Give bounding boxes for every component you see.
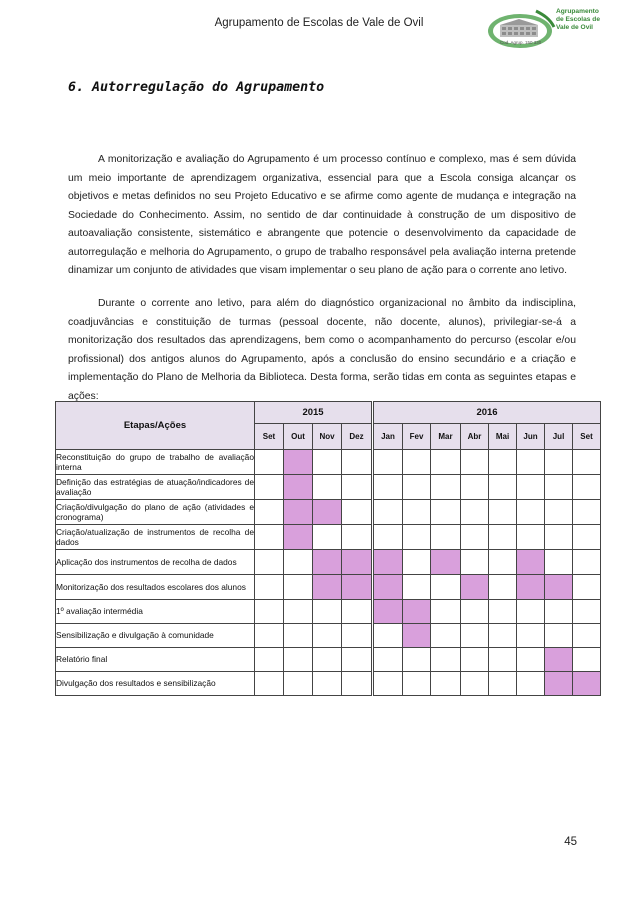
period-cell	[461, 648, 489, 672]
period-cell	[573, 575, 601, 600]
period-cell	[461, 450, 489, 475]
active-period-cell	[545, 648, 573, 672]
period-cell	[461, 672, 489, 696]
period-cell	[573, 624, 601, 648]
period-cell	[342, 672, 373, 696]
table-row	[56, 500, 601, 525]
action-plan-body	[56, 450, 601, 696]
period-cell	[342, 450, 373, 475]
period-cell	[403, 672, 431, 696]
period-cell	[403, 550, 431, 575]
table-row	[56, 450, 601, 475]
period-cell	[373, 525, 403, 550]
period-cell	[403, 575, 431, 600]
period-cell	[517, 648, 545, 672]
year-2015-header: 2015	[255, 402, 373, 424]
month-header: Jun	[517, 424, 545, 450]
period-cell	[342, 600, 373, 624]
row-label: Criação/atualização de instrumentos de recolha de dados	[56, 525, 255, 550]
period-cell	[461, 600, 489, 624]
period-cell	[489, 475, 517, 500]
period-cell	[517, 450, 545, 475]
month-header: Set	[255, 424, 284, 450]
period-cell	[255, 672, 284, 696]
period-cell	[517, 525, 545, 550]
period-cell	[461, 500, 489, 525]
period-cell	[255, 600, 284, 624]
period-cell	[403, 475, 431, 500]
active-period-cell	[517, 550, 545, 575]
period-cell	[573, 550, 601, 575]
row-label: Criação/divulgação do plano de ação (atividades e cronograma)	[56, 500, 255, 525]
page-number: 45	[564, 836, 577, 848]
active-period-cell	[284, 500, 313, 525]
active-period-cell	[313, 550, 342, 575]
period-cell	[255, 624, 284, 648]
period-cell	[313, 672, 342, 696]
active-period-cell	[545, 575, 573, 600]
period-cell	[573, 648, 601, 672]
period-cell	[313, 600, 342, 624]
active-period-cell	[431, 550, 461, 575]
month-header: Set	[573, 424, 601, 450]
logo-subtitle: Cod. Agrup. 150 330	[500, 40, 542, 45]
active-period-cell	[373, 600, 403, 624]
period-cell	[255, 475, 284, 500]
period-cell	[431, 575, 461, 600]
period-cell	[431, 475, 461, 500]
active-period-cell	[284, 450, 313, 475]
month-header: Nov	[313, 424, 342, 450]
table-row	[56, 648, 601, 672]
period-cell	[342, 500, 373, 525]
period-cell	[284, 624, 313, 648]
year-2016-header: 2016	[373, 402, 601, 424]
section-title: 6. Autorregulação do Agrupamento	[68, 80, 325, 95]
period-cell	[313, 475, 342, 500]
period-cell	[255, 550, 284, 575]
active-period-cell	[573, 672, 601, 696]
period-cell	[545, 550, 573, 575]
active-period-cell	[342, 550, 373, 575]
row-label: Sensibilização e divulgação à comunidade	[56, 624, 255, 648]
period-cell	[255, 525, 284, 550]
active-period-cell	[284, 475, 313, 500]
period-cell	[545, 450, 573, 475]
page-header-title: Agrupamento de Escolas de Vale de Ovil	[214, 17, 424, 29]
month-header: Out	[284, 424, 313, 450]
table-row	[56, 550, 601, 575]
period-cell	[313, 624, 342, 648]
period-cell	[431, 600, 461, 624]
period-cell	[255, 500, 284, 525]
month-header: Mai	[489, 424, 517, 450]
row-label: Definição das estratégias de atuação/indicadores de avaliação	[56, 475, 255, 500]
period-cell	[489, 450, 517, 475]
period-cell	[461, 475, 489, 500]
table-row	[56, 672, 601, 696]
period-cell	[403, 450, 431, 475]
period-cell	[545, 600, 573, 624]
period-cell	[255, 450, 284, 475]
period-cell	[461, 525, 489, 550]
period-cell	[373, 500, 403, 525]
active-period-cell	[284, 525, 313, 550]
period-cell	[431, 624, 461, 648]
row-label: Aplicação dos instrumentos de recolha de dados	[56, 550, 255, 575]
period-cell	[517, 475, 545, 500]
period-cell	[284, 648, 313, 672]
period-cell	[342, 475, 373, 500]
period-cell	[573, 525, 601, 550]
period-cell	[255, 575, 284, 600]
row-label: Divulgação dos resultados e sensibilização	[56, 672, 255, 696]
period-cell	[517, 600, 545, 624]
period-cell	[545, 500, 573, 525]
period-cell	[545, 624, 573, 648]
table-row	[56, 624, 601, 648]
period-cell	[573, 475, 601, 500]
period-cell	[573, 600, 601, 624]
table-row	[56, 525, 601, 550]
period-cell	[517, 500, 545, 525]
month-header: Jul	[545, 424, 573, 450]
period-cell	[489, 525, 517, 550]
period-cell	[517, 624, 545, 648]
period-cell	[517, 672, 545, 696]
active-period-cell	[517, 575, 545, 600]
period-cell	[373, 624, 403, 648]
month-header: Dez	[342, 424, 373, 450]
active-period-cell	[313, 575, 342, 600]
period-cell	[313, 525, 342, 550]
period-cell	[373, 672, 403, 696]
row-label: Reconstituição do grupo de trabalho de avaliação interna	[56, 450, 255, 475]
period-cell	[255, 648, 284, 672]
logo-line-1: Agrupamento	[556, 8, 599, 15]
period-cell	[284, 575, 313, 600]
logo-line-2: de Escolas de	[556, 16, 600, 23]
period-cell	[431, 648, 461, 672]
month-header: Fev	[403, 424, 431, 450]
row-label: Relatório final	[56, 648, 255, 672]
period-cell	[403, 525, 431, 550]
row-label: 1º avaliação intermédia	[56, 600, 255, 624]
period-cell	[489, 624, 517, 648]
period-cell	[431, 525, 461, 550]
active-period-cell	[313, 500, 342, 525]
period-cell	[461, 550, 489, 575]
period-cell	[284, 550, 313, 575]
period-cell	[313, 648, 342, 672]
active-period-cell	[373, 575, 403, 600]
table-row	[56, 600, 601, 624]
period-cell	[573, 450, 601, 475]
active-period-cell	[545, 672, 573, 696]
period-cell	[431, 500, 461, 525]
table-row	[56, 575, 601, 600]
period-cell	[342, 648, 373, 672]
month-header: Jan	[373, 424, 403, 450]
period-cell	[489, 550, 517, 575]
table-row	[56, 475, 601, 500]
month-header: Mar	[431, 424, 461, 450]
period-cell	[431, 672, 461, 696]
logo-text	[556, 8, 616, 32]
etapas-header: Etapas/Ações	[56, 402, 255, 450]
period-cell	[489, 500, 517, 525]
paragraph-1: A monitorização e avaliação do Agrupamento é um processo contínuo e complexo, mas é sem dúvida um meio importante de aprendizagem organizativa, essencial para que a Escola consiga alcançar os objetivos e metas definidos no seu Projeto Educativo e se afirme como agente de mudança e integração na Sociedade do Conhecimento. Assim, no sentido de dar continuidade à construção de um dispositivo de autoavaliação consistente, sistemático e abrangente que potencie o desenvolvimento da capacidade de autorregulação e melhoria do Agrupamento, o grupo de trabalho responsável pela avaliação interna pretende dinamizar um conjunto de atividades que visam implementar o seu plano de ação para o corrente ano letivo.	[68, 154, 576, 276]
period-cell	[342, 525, 373, 550]
period-cell	[431, 450, 461, 475]
period-cell	[545, 475, 573, 500]
period-cell	[373, 648, 403, 672]
active-period-cell	[461, 575, 489, 600]
paragraph-2: Durante o corrente ano letivo, para além do diagnóstico organizacional no âmbito da indisciplina, coadjuvâncias e constituição de turmas (pessoal docente, não docente, alunos), privilegiar-se-á a monitorização dos resultados das aprendizagens, bem como o acompanhamento do percurso (escolar e/ou profissional) dos antigos alunos do Agrupamento, após a conclusão do ensino secundário e a criação e implementação do Plano de Melhoria da Biblioteca. Desta forma, serão tidas em conta as seguintes etapas e ações:	[68, 298, 576, 402]
year-header-row	[56, 402, 601, 424]
active-period-cell	[403, 624, 431, 648]
active-period-cell	[342, 575, 373, 600]
period-cell	[489, 600, 517, 624]
period-cell	[403, 500, 431, 525]
period-cell	[489, 648, 517, 672]
period-cell	[403, 648, 431, 672]
action-plan-table	[55, 401, 601, 696]
period-cell	[284, 600, 313, 624]
period-cell	[545, 525, 573, 550]
row-label: Monitorização dos resultados escolares dos alunos	[56, 575, 255, 600]
period-cell	[313, 450, 342, 475]
period-cell	[284, 672, 313, 696]
active-period-cell	[403, 600, 431, 624]
period-cell	[573, 500, 601, 525]
period-cell	[373, 450, 403, 475]
active-period-cell	[373, 550, 403, 575]
period-cell	[489, 672, 517, 696]
period-cell	[342, 624, 373, 648]
period-cell	[373, 475, 403, 500]
logo-line-3: Vale de Ovil	[556, 24, 594, 31]
period-cell	[489, 575, 517, 600]
period-cell	[461, 624, 489, 648]
month-header: Abr	[461, 424, 489, 450]
